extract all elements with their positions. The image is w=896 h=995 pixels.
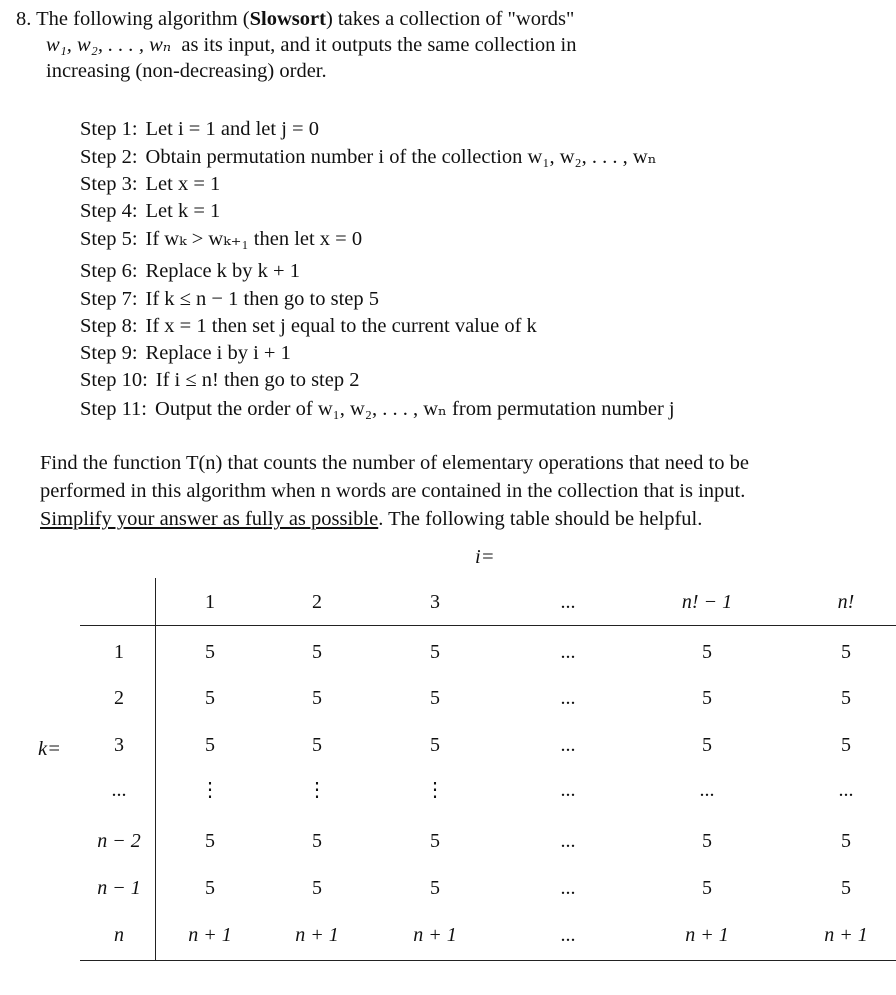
step-2	[80, 144, 657, 170]
row-label: n − 1	[97, 877, 141, 899]
table-cell: 5	[205, 830, 215, 852]
row-label: n	[114, 924, 124, 946]
table-cell: ⋮	[200, 779, 220, 801]
table-cell: ...	[560, 877, 576, 899]
step-text: Let x = 1	[145, 173, 221, 195]
step-text: Replace i by i + 1	[145, 342, 291, 364]
table-cell: ...	[560, 687, 576, 709]
step-label: Step 11:	[80, 398, 148, 420]
table-cell: ...	[838, 779, 854, 801]
problem-intro-line-2: w₁, w₂, . . . , wₙ as its input, and it outputs the same collection in	[46, 34, 577, 56]
table-cell: 5	[312, 877, 322, 899]
step-9	[80, 340, 291, 366]
step-label: Step 5:	[80, 228, 138, 250]
column-header: 2	[312, 591, 322, 613]
table-cell: n + 1	[295, 924, 339, 946]
row-label: ...	[111, 779, 127, 801]
step-8	[80, 313, 537, 339]
problem-intro-line-1: 8. The following algorithm (Slowsort) takes a collection of "words"	[16, 8, 575, 30]
column-header: ...	[560, 591, 576, 613]
table-cell: 5	[430, 877, 440, 899]
step-6	[80, 258, 300, 284]
table-cell: 5	[841, 687, 851, 709]
step-label: Step 6:	[80, 260, 138, 282]
question-line-1: Find the function T(n) that counts the number of elementary operations that need to be	[40, 452, 749, 474]
table-cell: 5	[702, 641, 712, 663]
table-cell: 5	[205, 641, 215, 663]
table-cell: ⋮	[425, 779, 445, 801]
step-label: Step 2:	[80, 146, 138, 168]
table-cell: 5	[702, 830, 712, 852]
table-cell: 5	[205, 687, 215, 709]
step-text: Obtain permutation number i of the collection w₁, w₂, . . . , wₙ	[145, 146, 657, 168]
table-cell: ...	[699, 779, 715, 801]
table-cell: 5	[841, 734, 851, 756]
table-cell: ...	[560, 734, 576, 756]
column-header: 1	[205, 591, 215, 613]
step-3	[80, 171, 220, 197]
step-text: Let k = 1	[145, 200, 221, 222]
step-text: If x = 1 then set j equal to the current value of k	[145, 315, 537, 337]
table-cell: 5	[841, 830, 851, 852]
table-cell: 5	[312, 641, 322, 663]
step-text: Let i = 1 and let j = 0	[145, 118, 319, 140]
table-cell: 5	[205, 877, 215, 899]
problem-intro-line-3: increasing (non-decreasing) order.	[46, 60, 327, 82]
step-label: Step 3:	[80, 173, 138, 195]
column-header: 3	[430, 591, 440, 613]
question-line-3: Simplify your answer as fully as possible. The following table should be helpful.	[40, 508, 703, 530]
table-header-rule	[80, 625, 896, 626]
table-cell: 5	[312, 830, 322, 852]
table-cell: 5	[841, 877, 851, 899]
table-cell: 5	[430, 830, 440, 852]
step-1	[80, 116, 319, 142]
table-cell: n + 1	[824, 924, 868, 946]
table-cell: 5	[702, 734, 712, 756]
i-axis-label: i=	[475, 546, 495, 568]
table-cell: ...	[560, 830, 576, 852]
table-bottom-rule	[80, 960, 896, 961]
row-label: 2	[114, 687, 124, 709]
row-label: 1	[114, 641, 124, 663]
table-cell: ...	[560, 641, 576, 663]
question-line-2: performed in this algorithm when n words are contained in the collection that is input.	[40, 480, 746, 502]
table-cell: ⋮	[307, 779, 327, 801]
table-cell: n + 1	[188, 924, 232, 946]
step-11	[80, 396, 675, 422]
step-text: If k ≤ n − 1 then go to step 5	[145, 288, 380, 310]
table-cell: 5	[312, 734, 322, 756]
step-label: Step 9:	[80, 342, 138, 364]
row-label: n − 2	[97, 830, 141, 852]
table-cell: 5	[312, 687, 322, 709]
step-5	[80, 226, 362, 252]
step-text: Replace k by k + 1	[145, 260, 300, 282]
step-label: Step 8:	[80, 315, 138, 337]
step-label: Step 10:	[80, 369, 148, 391]
step-text: If i ≤ n! then go to step 2	[155, 369, 360, 391]
step-text: If wₖ > wₖ₊₁ then let x = 0	[145, 228, 363, 250]
table-cell: n + 1	[685, 924, 729, 946]
table-cell: 5	[702, 877, 712, 899]
step-label: Step 4:	[80, 200, 138, 222]
step-7	[80, 286, 379, 312]
table-cell: 5	[841, 641, 851, 663]
table-vertical-rule	[155, 578, 156, 961]
table-cell: ...	[560, 779, 576, 801]
simplify-instruction: Simplify your answer as fully as possible	[40, 508, 379, 530]
k-axis-label: k=	[38, 738, 61, 760]
column-header: n!	[837, 591, 855, 613]
table-cell: n + 1	[413, 924, 457, 946]
table-cell: 5	[430, 641, 440, 663]
step-text: Output the order of w₁, w₂, . . . , wₙ from permutation number j	[155, 398, 675, 420]
table-cell: 5	[430, 734, 440, 756]
row-label: 3	[114, 734, 124, 756]
step-10	[80, 367, 359, 393]
table-cell: 5	[205, 734, 215, 756]
table-cell: 5	[430, 687, 440, 709]
column-header: n! − 1	[681, 591, 733, 613]
step-label: Step 7:	[80, 288, 138, 310]
table-cell: 5	[702, 687, 712, 709]
step-4	[80, 198, 220, 224]
step-label: Step 1:	[80, 118, 138, 140]
table-cell: ...	[560, 924, 576, 946]
